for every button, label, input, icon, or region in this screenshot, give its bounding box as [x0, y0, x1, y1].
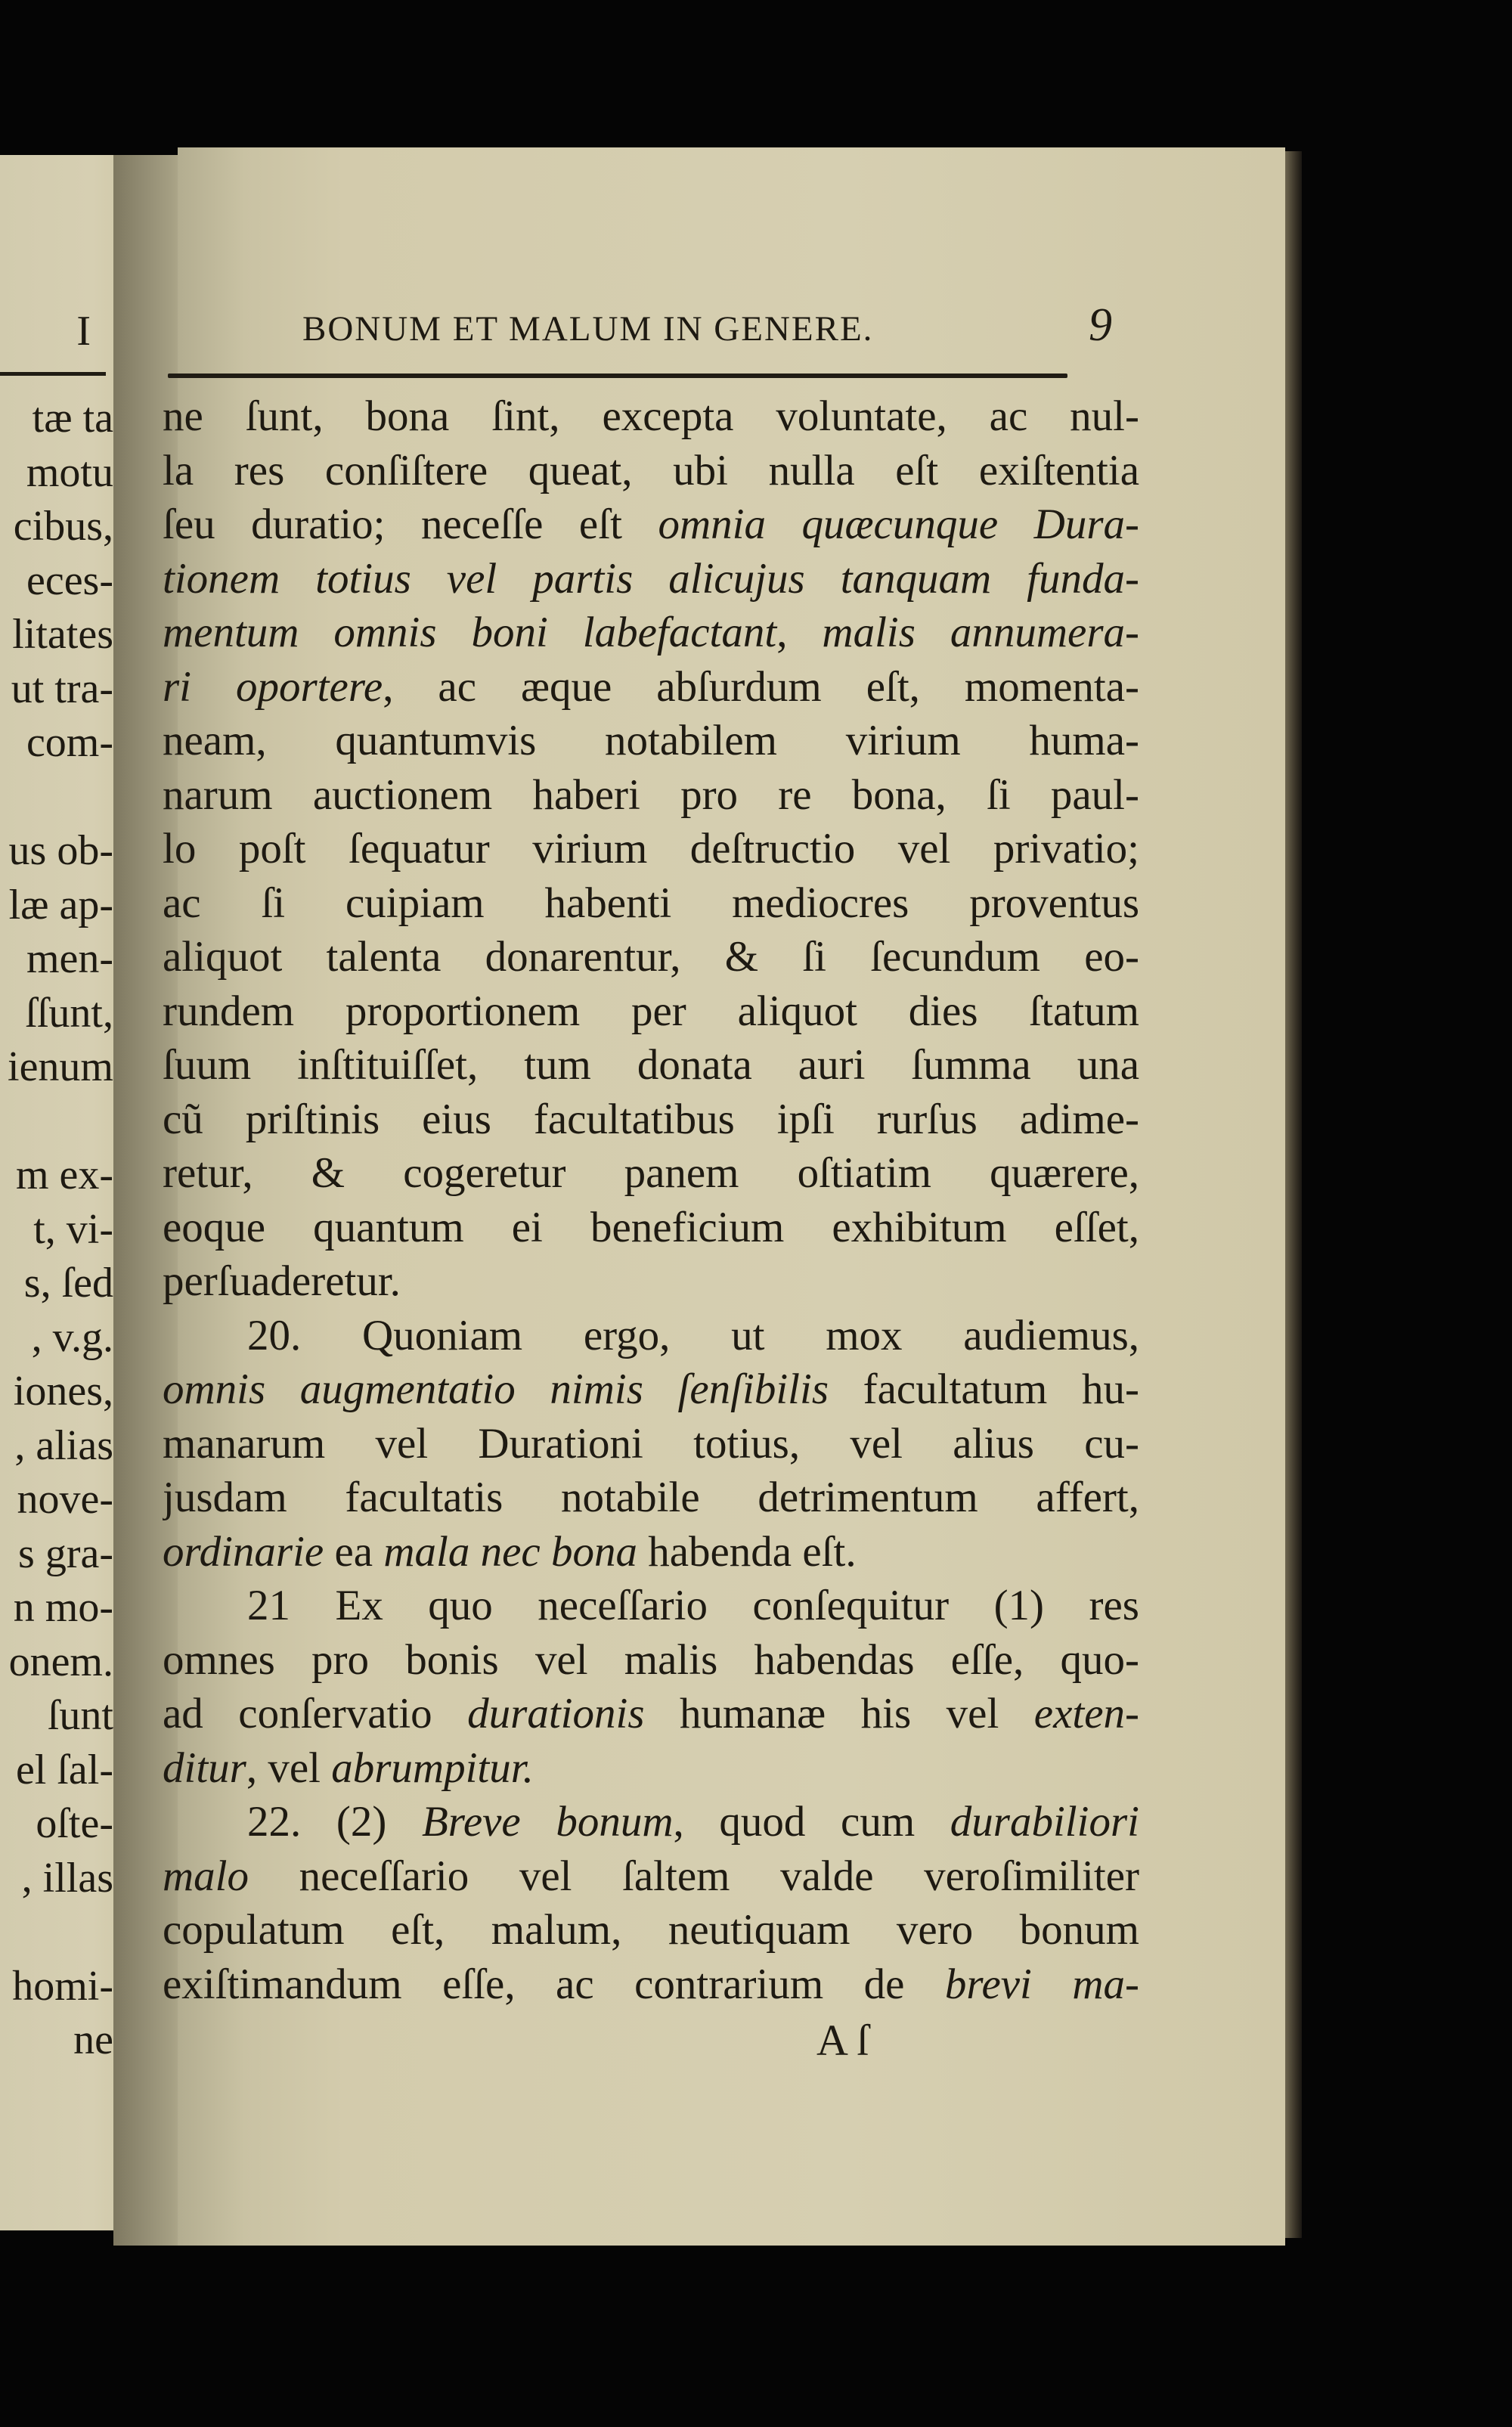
text-segment: jusdam facultatis notabile detrimentum affert,	[163, 1474, 1139, 1521]
left-page-line: m ex-	[15, 1152, 113, 1198]
text-segment: ſuum inſtituiſſet, tum donata auri ſumma una	[163, 1041, 1139, 1089]
left-page-line: com-	[26, 719, 113, 766]
left-page-header-rule	[0, 372, 106, 376]
text-line	[163, 1417, 1139, 1471]
text-line	[163, 1795, 1139, 1849]
left-page-line: homi-	[12, 1962, 113, 2010]
page-number: 9	[1089, 299, 1112, 351]
italic-text: malis annumera-	[822, 609, 1139, 656]
left-page-line: læ ap-	[8, 881, 113, 928]
left-page-line: cibus,	[13, 503, 113, 550]
text-line	[163, 552, 1139, 606]
text-line	[163, 1741, 1139, 1796]
text-segment: ſeu duratio; neceſſe eſt	[163, 501, 658, 548]
signature-mark: A ſ	[816, 2016, 869, 2065]
text-segment: narum auctionem haberi pro re bona, ſi paul-	[163, 770, 1139, 819]
text-line	[163, 1957, 1139, 2012]
text-line	[163, 1579, 1139, 1633]
text-segment: 22. (2)	[247, 1798, 422, 1846]
text-segment: manarum vel Durationi totius, vel alius cu-	[163, 1419, 1139, 1468]
left-page-line: litates	[12, 611, 113, 658]
text-line	[163, 1254, 1139, 1309]
italic-text: omnia quæcunque Dura-	[658, 501, 1139, 548]
italic-text: Breve bonum	[421, 1798, 674, 1846]
italic-text: ordinarie	[163, 1527, 324, 1576]
left-page-line: men-	[26, 935, 113, 982]
text-segment: aliquot talenta donarentur, & ſi ſecundum eo-	[163, 933, 1139, 981]
text-segment: cũ priſtinis eius facultatibus ipſi rurſus adime-	[163, 1095, 1139, 1143]
left-page-fragment	[0, 155, 132, 2230]
text-line	[163, 1633, 1139, 1688]
left-page-line: , illas	[21, 1854, 113, 1902]
text-line	[163, 389, 1139, 444]
text-line	[163, 1525, 1139, 1579]
left-page-line: eces-	[26, 556, 113, 604]
left-page-line: , alias	[14, 1421, 113, 1469]
italic-text: tionem totius vel partis alicujus tanquam funda-	[163, 554, 1139, 603]
left-page-line: t, vi-	[33, 1205, 113, 1253]
left-page-line: ienum	[8, 1043, 113, 1090]
text-segment: copulatum eſt, malum, neutiquam vero bonum	[163, 1906, 1139, 1954]
text-segment: omnes pro bonis vel malis habendas eſſe, quo-	[163, 1635, 1139, 1684]
italic-text: ditur	[163, 1744, 246, 1792]
italic-text: malo	[163, 1852, 249, 1900]
text-segment: humanæ his vel	[644, 1690, 1034, 1737]
left-page-line: , v.g.	[31, 1313, 113, 1361]
left-page-line: s, ſed	[23, 1260, 113, 1306]
left-page-line: ne	[73, 2016, 113, 2063]
italic-text: brevi ma-	[944, 1960, 1139, 2008]
text-line	[163, 714, 1139, 768]
italic-text: durabiliori	[950, 1798, 1139, 1846]
text-segment: ,	[776, 609, 823, 656]
text-segment: ad conſervatio	[163, 1690, 468, 1737]
text-line	[163, 606, 1139, 660]
text-segment: ea	[324, 1527, 384, 1576]
text-segment: , ac æque abſurdum eſt, momenta-	[383, 662, 1139, 711]
italic-text: mentum omnis boni labefactant	[163, 609, 777, 656]
body-text	[163, 389, 1139, 2011]
text-segment: lo poſt ſequatur virium deſtructio vel privatio;	[163, 825, 1139, 873]
text-line	[163, 1201, 1139, 1255]
left-page-line: iones,	[13, 1368, 113, 1415]
text-segment: neceſſario vel ſaltem valde veroſimiliter	[249, 1852, 1139, 1900]
left-page-line: oſte-	[36, 1800, 113, 1847]
left-page-line: motu	[26, 448, 113, 496]
text-segment: eoque quantum ei beneficium exhibitum eſſet,	[163, 1203, 1139, 1251]
text-line	[163, 660, 1139, 714]
left-page-line: n mo-	[13, 1584, 113, 1631]
text-segment: retur, & cogeretur panem oſtiatim quærere,	[163, 1149, 1139, 1197]
running-head: BONUM ET MALUM IN GENERE.	[302, 309, 874, 349]
text-line	[163, 1146, 1139, 1201]
text-segment: neam, quantumvis notabilem virium huma-	[163, 717, 1139, 764]
text-line	[163, 1362, 1139, 1417]
text-line	[163, 1038, 1139, 1093]
text-segment: ne ſunt, bona ſint, excepta voluntate, ac nul-	[163, 392, 1139, 440]
text-line	[163, 1687, 1139, 1741]
left-page-line: el ſal-	[15, 1746, 113, 1793]
text-line	[163, 768, 1139, 823]
left-page-line: nove-	[17, 1476, 113, 1523]
text-line	[163, 1903, 1139, 1957]
text-line	[163, 1471, 1139, 1525]
left-page-line: ſunt	[47, 1692, 113, 1739]
left-page-line: tæ ta	[32, 395, 113, 442]
text-line	[163, 444, 1139, 498]
text-segment: , vel	[246, 1744, 332, 1792]
page-edge	[1285, 151, 1302, 2238]
left-page-line: us ob-	[8, 827, 113, 874]
text-segment: facultatum hu-	[829, 1365, 1139, 1413]
left-page-header-fragment: I	[76, 308, 91, 355]
text-segment: ac ſi cuipiam habenti mediocres proventus	[163, 879, 1139, 927]
left-page-line: onem.	[8, 1638, 113, 1685]
left-page-line: ſſunt,	[25, 989, 113, 1037]
text-segment: habenda eſt.	[637, 1527, 857, 1576]
italic-text: abrumpitur.	[331, 1744, 534, 1792]
left-page-line: ut tra-	[11, 665, 113, 712]
italic-text: omnis augmentatio nimis ſenſibilis	[163, 1365, 829, 1413]
text-segment: rundem proportionem per aliquot dies ſtatum	[163, 987, 1139, 1035]
header-rule	[168, 374, 1067, 378]
text-line	[163, 876, 1139, 931]
italic-text: ri oportere	[163, 662, 383, 711]
italic-text: mala nec bona	[383, 1527, 637, 1576]
text-segment: , quod cum	[673, 1798, 950, 1846]
text-segment: 21 Ex quo neceſſario conſequitur (1) res	[247, 1582, 1139, 1629]
text-line	[163, 1309, 1139, 1363]
text-line	[163, 930, 1139, 984]
text-line	[163, 1849, 1139, 1904]
left-page-line: s gra-	[18, 1530, 113, 1577]
text-line	[163, 984, 1139, 1039]
italic-text: durationis	[467, 1690, 645, 1737]
text-line	[163, 497, 1139, 552]
italic-text: exten-	[1033, 1690, 1139, 1737]
text-segment: la res conſiſtere queat, ubi nulla eſt exiſtentia	[163, 446, 1139, 494]
text-line	[163, 822, 1139, 876]
text-segment: 20. Quoniam ergo, ut mox audiemus,	[247, 1311, 1139, 1359]
text-segment: exiſtimandum eſſe, ac contrarium de	[163, 1960, 945, 2008]
text-line	[163, 1093, 1139, 1147]
text-segment: perſuaderetur.	[163, 1257, 401, 1305]
